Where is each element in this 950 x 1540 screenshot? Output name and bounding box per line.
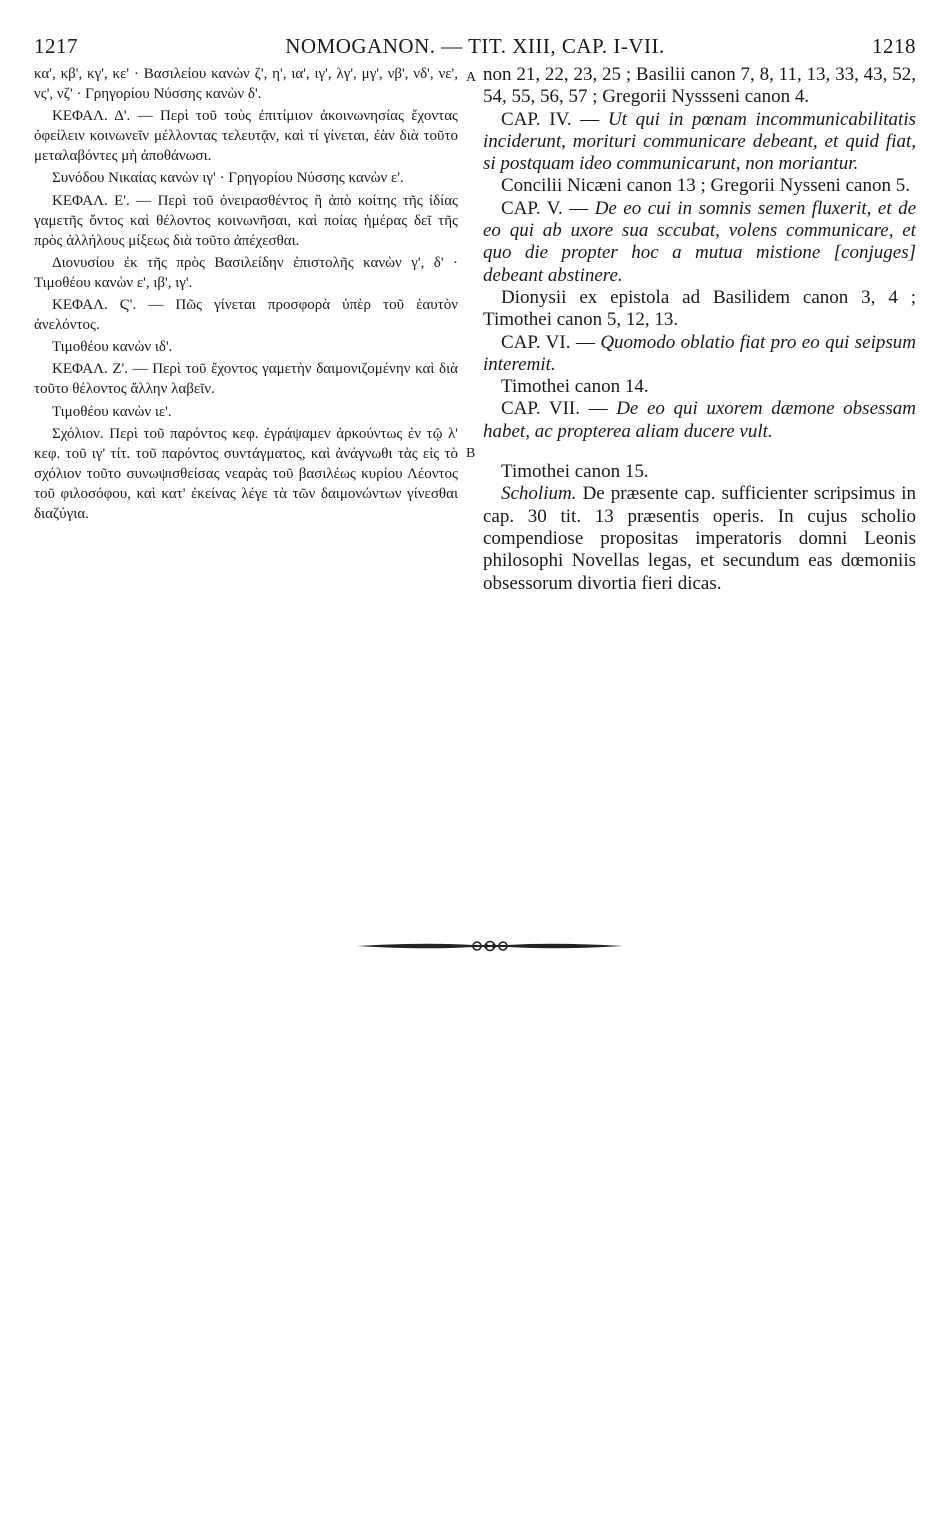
greek-canons-7: Τιμοθέου κανὼν ιε'. bbox=[52, 403, 172, 420]
chapter-7-title: De eo qui uxorem dæmone obsessam habet, ac propterea aliam ducere vult. bbox=[483, 398, 917, 442]
greek-scholium: Σχόλιον. Περὶ τοῦ παρόντος κεφ. ἐγράψαμεν ἀρκούντως ἐν τῷ λ' κεφ. τοῦ ιγ' τίτ. τοῦ παρόντος συντάγματος, καὶ ἀνάγνωθι τὰς εἰς τὸ σχόλιον τοῦτο συνωψισθείσας νεαρὰς τοῦ βασιλέως κυρίου Λέοντος τοῦ φιλοσόφου, καὶ κατ' ἐκείνας λέγε τὰ τῶν δαιμονώντων γίνεσθαι διαζύγια. bbox=[34, 425, 458, 522]
greek-chapter-4: ΚΕΦΑΛ. Δ'. — Περὶ τοῦ τοὺς ἐπιτίμιον ἀκοινωνησίας ἔχοντας ὀφείλειν κοινωνεῖν μέλλοντας τελευτᾷν, καὶ τί γίνεται, ἐὰν διὰ τοῦτο μεταλαβόντες μὴ ἀποθάνωσι. bbox=[34, 108, 458, 165]
latin-scholium bbox=[483, 483, 916, 594]
chapter-5-title: De eo cui in somnis semen fluxerit, et de eo qui ab uxore sua sccubat, volens communicare, et quo die propter hoc a mutua mistione [conjuges] debeant abstinere. bbox=[483, 197, 916, 286]
latin-canons-6: Timothei canon 14. bbox=[501, 376, 649, 398]
greek-column bbox=[34, 64, 458, 524]
margin-letter-b: B bbox=[466, 446, 476, 461]
greek-para-canons: κα', κβ', κγ', κε' · Βασιλείου κανὼν ζ', η', ια', ιγ', λγ', μγ', νβ', νδ', νε', νς', νζ' · Γρηγορίου Νύσσης κανὼν δ'. bbox=[34, 66, 458, 103]
greek-chapter-7: ΚΕΦΑΛ. Ζ'. — Περὶ τοῦ ἔχοντος γαμετὴν δαιμονιζομένην καὶ διὰ τοῦτο θέλοντος ἄλλην λαβεῖν. bbox=[34, 361, 458, 398]
chapter-5-label: CAP. V. — bbox=[501, 197, 589, 219]
chapter-6-title: Quomodo oblatio fiat pro eo qui seipsum interemit. bbox=[483, 331, 917, 375]
greek-canons-6: Τιμοθέου κανὼν ιδ'. bbox=[52, 339, 173, 356]
latin-canons-1: non 21, 22, 23, 25 ; Basilii canon 7, 8, 11, 13, 33, 43, 52, 54, 55, 56, 57 ; Gregorii Nyssseni canon 4. bbox=[483, 64, 916, 108]
latin-chapter-7 bbox=[483, 398, 916, 443]
scholium-label: Scholium. bbox=[501, 483, 577, 505]
greek-chapter-6: ΚΕΦΑΛ. Ϛ'. — Πῶς γίνεται προσφορὰ ὑπὲρ τοῦ ἑαυτὸν ἀνελόντος. bbox=[34, 297, 458, 334]
chapter-4-label: CAP. IV. — bbox=[501, 108, 600, 130]
running-header bbox=[0, 34, 950, 64]
latin-chapter-6 bbox=[483, 332, 916, 377]
chapter-7-label: CAP. VII. — bbox=[501, 398, 608, 420]
greek-chapter-5: ΚΕΦΑΛ. Ε'. — Περὶ τοῦ ὀνειρασθέντος ἢ ἀπὸ κοίτης τῆς ἰδίας γαμετῆς ὄντος καὶ θέλοντος κοινωνῆσαι, καὶ ποίας ἡμέρας δεῖ τῆς πρὸς ἀλλήλους μίξεως διὰ τοῦτο ἀπέχεσθαι. bbox=[34, 192, 458, 249]
page-number-right: 1218 bbox=[872, 34, 916, 58]
scholium-text: De præsente cap. sufficienter scripsimus in cap. 30 tit. 13 præsentis operis. In cujus scholio compendiose propositas imperatoris domni Leonis philosophi Novellas legas, et secundum eas dœmoniis obsessorum divortia fieri dicas. bbox=[483, 483, 917, 594]
latin-column bbox=[483, 64, 916, 595]
latin-canons-5: Dionysii ex epistola ad Basilidem canon 3, 4 ; Timothei canon 5, 12, 13. bbox=[483, 286, 916, 331]
chapter-6-label: CAP. VI. — bbox=[501, 331, 595, 353]
latin-canons-7: Timothei canon 15. bbox=[501, 461, 649, 483]
latin-chapter-5 bbox=[483, 198, 916, 287]
latin-canons-4: Concilii Nicæni canon 13 ; Gregorii Nysseni canon 5. bbox=[501, 175, 910, 197]
greek-canons-5: Διονυσίου ἐκ τῆς πρὸς Βασιλείδην ἐπιστολῆς κανὼν γ', δ' · Τιμοθέου κανὼν ε', ιβ', ιγ'. bbox=[34, 254, 458, 291]
latin-chapter-4 bbox=[483, 109, 916, 176]
running-title: NOMOGANON. — TIT. XIII, CAP. I-VII. bbox=[285, 34, 665, 58]
greek-canons-4: Συνόδου Νικαίας κανὼν ιγ' · Γρηγορίου Νύσσης κανὼν ε'. bbox=[52, 170, 404, 187]
page-number-left: 1217 bbox=[34, 34, 78, 58]
ornamental-divider bbox=[355, 937, 625, 955]
margin-letter-a: A bbox=[466, 70, 477, 85]
chapter-4-title: Ut qui in pœnam incommunicabilitatis inciderunt, morituri communicare debeant, et quid fiat, si postquam ideo communicarunt, non moriantur. bbox=[483, 108, 916, 175]
